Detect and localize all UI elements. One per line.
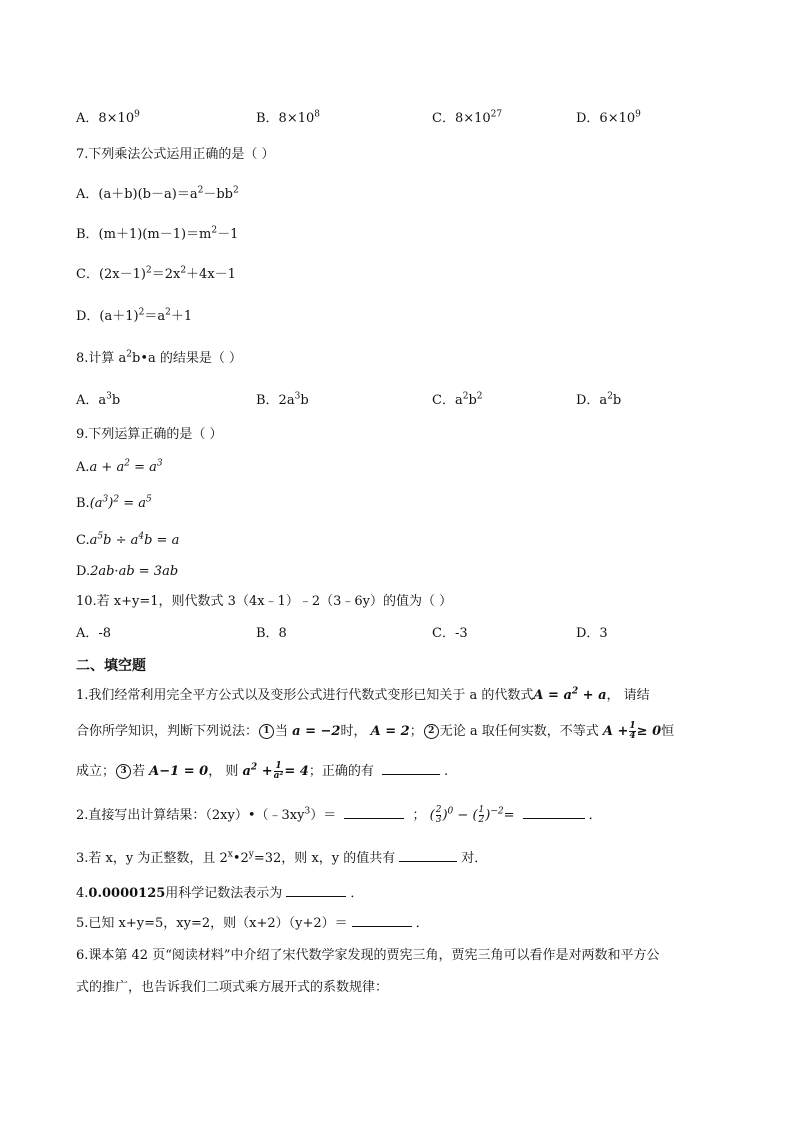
q10-option-d: D．3	[576, 626, 608, 641]
q8-stem: 8.计算 $a^2b•a$ 的结果是（ ）	[76, 349, 243, 366]
q6-option-b: B．$8\times 10^8$	[256, 109, 320, 126]
q8-option-b: B．$2a^3b$	[256, 391, 309, 408]
f6-line-1: 6.课本第 42 页“阅读材料”中介绍了宋代数学家发现的贾宪三角，贾宪三角可以看作是对两数和平方公	[76, 948, 660, 963]
f4-answer-blank[interactable]	[286, 884, 346, 897]
q7-option-c: C．$(2x-1)^2=2x^2+4x-1$	[76, 265, 236, 282]
f4-line: 4.0.0000125用科学记数法表示为 ．	[76, 886, 364, 901]
q7-option-b: B．$(m+1)(m-1)=m^2-1$	[76, 225, 239, 242]
f1-line-2: 合你所学知识，判断下列说法： 1 当 a = −2时， A = 2； 2 无论 a 取任何实数，不等式 A + $\frac{1}{4}$ ≥ 0恒	[76, 721, 675, 741]
q8-option-d: D．$a^2b$	[576, 391, 622, 408]
q7-option-d: D．$(a+1)^2=a^2+1$	[76, 307, 193, 324]
f1-line-3: 成立； 3 若 A−1 = 0， 则 $a^2$ + $\frac{1}{\text{a²}}$ = 4；正确的有 .	[76, 761, 449, 781]
f6-line-2: 式的推广，也告诉我们二项式乘方展开式的系数规律：	[76, 980, 389, 995]
q10-option-a: A．-8	[76, 626, 112, 641]
circled-number-3: 3	[116, 764, 131, 779]
q9-stem: 9.下列运算正确的是（ ）	[76, 427, 223, 442]
q9-option-d: D.2ab·ab = 3ab	[76, 564, 179, 579]
f2-answer-blank-2[interactable]	[523, 806, 585, 819]
section-title-fill-in: 二、填空题	[76, 658, 146, 674]
f5-line: 5.已知 x+y=5，xy=2，则（x+2）（y+2）＝ ．	[76, 916, 429, 931]
q8-option-c: C．$a^2b^2$	[432, 391, 483, 408]
q9-option-c: $C.a^5b \div a^4b = a$	[76, 531, 180, 548]
circled-number-2: 2	[424, 724, 439, 739]
f2-answer-blank-1[interactable]	[344, 806, 404, 819]
q6-option-d: D．$6\times 10^9$	[576, 109, 641, 126]
q7-stem: 7.下列乘法公式运用正确的是（ ）	[76, 147, 275, 162]
f1-line-1: 1.我们经常利用完全平方公式以及变形公式进行代数式变形已知关于 a 的代数式$A = a^2 + a$， 请结	[76, 686, 650, 703]
circled-number-1: 1	[259, 724, 274, 739]
q10-stem: 10.若 x+y=1，则代数式 3（4x﹣1）﹣2（3﹣6y）的值为（ ）	[76, 594, 453, 609]
f5-answer-blank[interactable]	[352, 914, 412, 927]
q10-option-c: C．-3	[432, 626, 468, 641]
f1-answer-blank[interactable]	[382, 762, 440, 775]
q8-option-a: A．$a^3b$	[76, 391, 121, 408]
q9-option-a: $A.a + a^2 = a^3$	[76, 458, 163, 475]
q10-option-b: B．8	[256, 626, 287, 641]
q6-option-c: C．$8\times 10^{27}$	[432, 109, 503, 126]
q9-option-b: $B.(a^3)^2 = a^5$	[76, 494, 152, 511]
f3-answer-blank[interactable]	[399, 849, 457, 862]
q7-option-a: A．$(a+b)(b-a)=a^2-bb^2$	[76, 185, 239, 202]
f3-line: 3.若 x，y 为正整数，且 $2^x•2^y=32$，则 x，y 的值共有 对．	[76, 849, 488, 866]
f2-line: 2.直接写出计算结果：$(2xy)•(﹣3xy^3)=$ ； ( $\frac{2}{3}$ )$^0$ − ( $\frac{1}{2}$ )$^{-2}$= ．	[76, 805, 602, 825]
q6-option-a: A．$8\times 10^9$	[76, 109, 140, 126]
